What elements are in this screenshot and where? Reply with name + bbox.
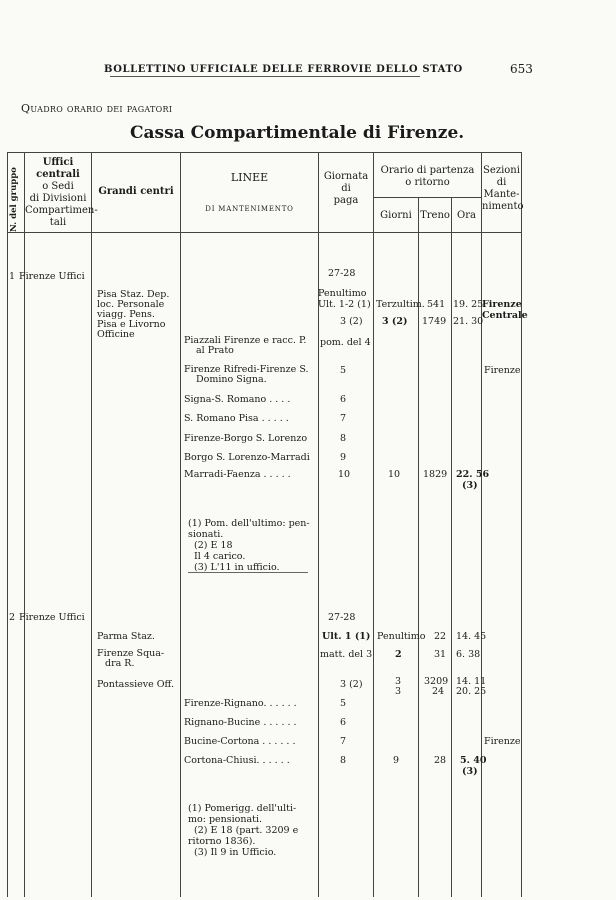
group2-row-2-giorni: 2 (395, 649, 402, 660)
group2-row-1-centro: Parma Staz. (97, 631, 155, 642)
group1-line-2-giornata: 5 (340, 365, 347, 376)
group1-line-7-treno: 1829 (423, 469, 448, 480)
section-title: Quadro orario dei pagatori (21, 102, 173, 115)
rule-left (7, 152, 8, 897)
group1-line-7-giorni: 10 (388, 469, 401, 480)
running-title: BOLLETTINO UFFICIALE DELLE FERROVIE DELLO STATO (104, 64, 463, 75)
rule-centri (180, 152, 181, 897)
group2-sezione: Firenze (484, 736, 521, 747)
col-header-linee: LINEE (230, 171, 269, 184)
group2-row-2-giornata: matt. del 3 (320, 649, 373, 660)
table-top-rule (7, 152, 521, 153)
group2-line-3: Bucine-Cortona . . . . . . (184, 736, 296, 747)
group1-pisa-ora: 19. 25 21. 30 (453, 299, 484, 327)
group1-notes: (1) Pom. dell'ultimo: pen- sionati. (2) E 18 Il 4 carico. (3) L'11 in ufficio. (188, 518, 310, 573)
group1-line-7-giornata: 10 (338, 469, 351, 480)
group2-line-4: Cortona-Chiusi. . . . . . (184, 755, 290, 766)
group2-row-1-treno: 22 (434, 631, 447, 642)
group2-row-3-centro: Pontassieve Off. (97, 679, 174, 690)
group1-line-3-giornata: 6 (340, 394, 347, 405)
group1-line-1: Piazzali Firenze e racc. P. al Prato (184, 335, 307, 356)
col-header-giorni: Giorni (380, 210, 412, 221)
group2-ufficio: Firenze Uffici (19, 612, 85, 623)
rule-ora (481, 152, 482, 897)
group1-line-4: S. Romano Pisa . . . . . (184, 413, 289, 424)
group1-line-7-ora: 22. 56 (3) (456, 469, 490, 491)
group2-line-2-giornata: 6 (340, 717, 347, 728)
col-header-linee-sub: DI MANTENIMENTO (205, 205, 294, 213)
group2-num: 2 (9, 612, 16, 623)
group1-line-1-giornata: pom. del 4 (320, 337, 371, 348)
rule-right (521, 152, 522, 897)
group2-line-1-giornata: 5 (340, 698, 347, 709)
group2-line-2: Rignano-Bucine . . . . . . (184, 717, 297, 728)
group1-lines-sezione: Firenze (484, 365, 521, 376)
rule-linee (318, 152, 319, 897)
group2-notes: (1) Pomerigg. dell'ulti- mo: pensionati. (2) E 18 (part. 3209 e ritorno 1836). (3) Il 9 in Ufficio. (188, 803, 299, 858)
group2-row-2-ora: 6. 38 (456, 649, 481, 660)
header-rule (110, 76, 420, 77)
group2-line-4-giornata: 8 (340, 755, 347, 766)
group1-grandi-centri: Pisa Staz. Dep. loc. Personale viagg. Pens. Pisa e Livorno Officine (97, 289, 170, 340)
group2-row-1-giornata: Ult. 1 (1) (322, 631, 371, 642)
group2-row-3-treno: 3209 24 (424, 676, 449, 697)
col-header-orario: Orario di partenza o ritorno (380, 165, 475, 188)
group1-pisa-giorni: Terzultim. 3 (2) (376, 299, 425, 327)
group1-pisa-treno: 541 1749 (422, 299, 447, 327)
group1-num: 1 (9, 271, 16, 282)
group1-line-7: Marradi-Faenza . . . . . (184, 469, 291, 480)
group1-giornata-first: 27-28 (328, 268, 356, 279)
group1-pisa-giornata: Penultimo Ult. 1-2 (1) 3 (2) (318, 288, 371, 327)
group2-row-3-giorni: 3 3 (395, 676, 402, 697)
col-header-grandi-centri: Grandi centri (98, 186, 174, 197)
orario-subheader-rule (373, 197, 481, 198)
col-header-giornata: Giornata di paga (323, 171, 369, 206)
page-title: Cassa Compartimentale di Firenze. (130, 123, 465, 143)
group2-line-3-giornata: 7 (340, 736, 347, 747)
col-header-num: N. del gruppo (9, 167, 19, 232)
group2-line-4-giorni: 9 (393, 755, 400, 766)
group1-line-4-giornata: 7 (340, 413, 347, 424)
group1-line-6: Borgo S. Lorenzo-Marradi (184, 452, 310, 463)
group2-row-2-centro: Firenze Squa- dra R. (97, 648, 165, 669)
rule-uffici (91, 152, 92, 897)
group1-line-6-giornata: 9 (340, 452, 347, 463)
group1-notes-rule (188, 572, 308, 573)
group2-row-3-ora: 14. 11 20. 25 (456, 676, 487, 697)
rule-num (24, 152, 25, 897)
group1-ufficio: Firenze Uffici (19, 271, 85, 282)
group2-row-1-ora: 14. 45 (456, 631, 487, 642)
table-header-rule (7, 232, 521, 233)
group1-line-3: Signa-S. Romano . . . . (184, 394, 291, 405)
group2-line-1: Firenze-Rignano. . . . . . (184, 698, 297, 709)
rule-treno (451, 197, 452, 897)
col-header-treno: Treno (420, 210, 450, 221)
group1-line-5: Firenze-Borgo S. Lorenzo (184, 433, 308, 444)
group2-line-4-ora: 5. 40 (3) (460, 755, 487, 777)
page-number: 653 (510, 62, 533, 76)
col-header-ora: Ora (457, 210, 476, 221)
group1-pisa-sezione: Firenze Centrale (482, 299, 528, 321)
rule-giornata (373, 152, 374, 897)
group2-line-4-treno: 28 (434, 755, 447, 766)
group1-line-5-giornata: 8 (340, 433, 347, 444)
group2-row-3-giornata: 3 (2) (340, 679, 363, 690)
group1-line-2: Firenze Rifredi-Firenze S. Domino Signa. (184, 364, 309, 385)
group2-row-2-treno: 31 (434, 649, 447, 660)
col-header-sezioni: Sezioni di Mante- nimento (482, 165, 524, 212)
group2-giornata-first: 27-28 (328, 612, 356, 623)
group2-row-1-giorni: Penultimo (377, 631, 426, 642)
col-header-uffici: Uffici centrali o Sedi di Divisioni Compartimen- tali (25, 157, 98, 228)
